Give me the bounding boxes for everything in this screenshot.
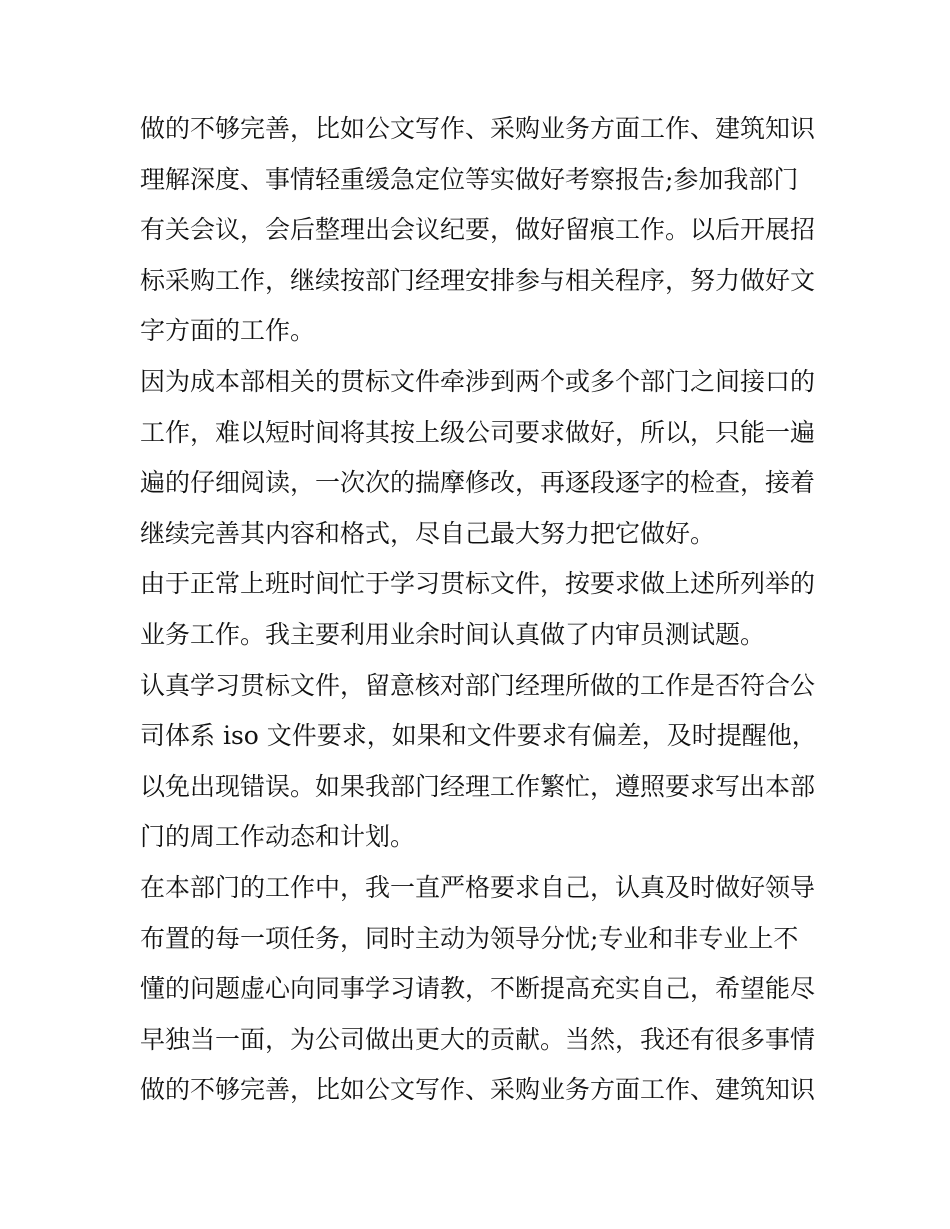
text-line: 做的不够完善，比如公文写作、采购业务方面工作、建筑知识 — [140, 1075, 816, 1105]
document-body — [140, 104, 820, 1116]
text-line: 认真学习贯标文件，留意核对部门经理所做的工作是否符合公 — [140, 670, 816, 700]
text-line: 工作，难以短时间将其按上级公司要求做好，所以，只能一遍 — [140, 417, 816, 447]
text-line: 司体系 iso 文件要求，如果和文件要求有偏差，及时提醒他， — [140, 721, 817, 751]
paragraph-3 — [140, 559, 820, 660]
text-line: 业务工作。我主要利用业余时间认真做了内审员测试题。 — [140, 619, 766, 649]
text-line: 懂的问题虚心向同事学习请教，不断提高充实自己，希望能尽 — [140, 974, 816, 1004]
text-line: 早独当一面，为公司做出更大的贡献。当然，我还有很多事情 — [140, 1024, 816, 1054]
paragraph-1 — [140, 104, 820, 357]
text-line: 字方面的工作。 — [140, 316, 316, 346]
paragraph-2 — [140, 357, 820, 559]
text-line: 因为成本部相关的贯标文件牵涉到两个或多个部门之间接口的 — [140, 366, 816, 396]
paragraph-4 — [140, 661, 820, 863]
text-line: 遍的仔细阅读，一次次的揣摩修改，再逐段逐字的检查，接着 — [140, 468, 816, 498]
text-line: 门的周工作动态和计划。 — [140, 822, 416, 852]
text-line: 由于正常上班时间忙于学习贯标文件，按要求做上述所列举的 — [140, 569, 816, 599]
text-line: 在本部门的工作中，我一直严格要求自己，认真及时做好领导 — [140, 872, 816, 902]
text-line: 有关会议，会后整理出会议纪要，做好留痕工作。以后开展招 — [140, 215, 816, 245]
text-line: 继续完善其内容和格式，尽自己最大努力把它做好。 — [140, 518, 716, 548]
text-line: 标采购工作，继续按部门经理安排参与相关程序，努力做好文 — [140, 265, 816, 295]
text-line: 理解深度、事情轻重缓急定位等实做好考察报告;参加我部门 — [140, 164, 799, 194]
text-line: 布置的每一项任务，同时主动为领导分忧;专业和非专业上不 — [140, 923, 799, 953]
paragraph-5 — [140, 863, 820, 1116]
text-line: 做的不够完善，比如公文写作、采购业务方面工作、建筑知识 — [140, 114, 816, 143]
text-line: 以免出现错误。如果我部门经理工作繁忙，遵照要求写出本部 — [140, 771, 816, 801]
